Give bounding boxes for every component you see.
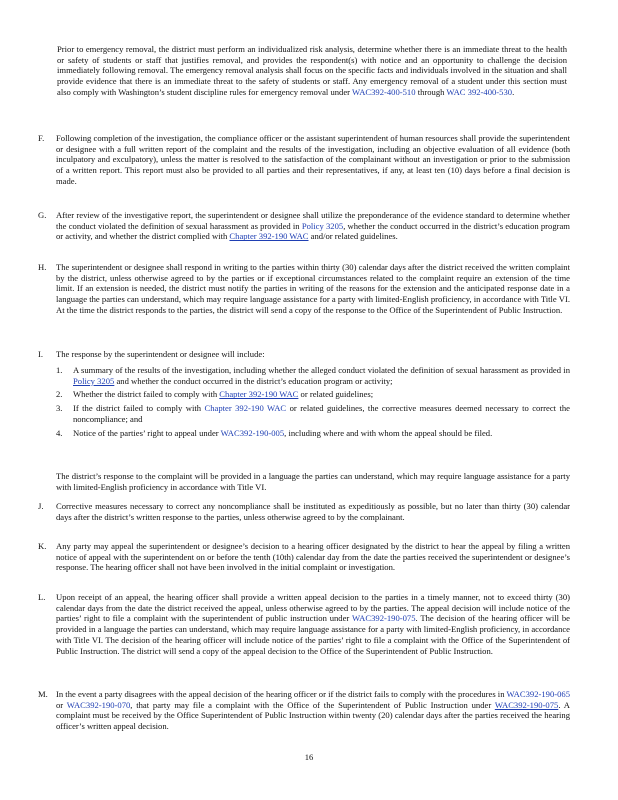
section-text: Corrective measures necessary to correct any noncompliance shall be instituted as expeditiously as possible, but no later than thirty (30) calendar days after the district’s written response to the parties, unless otherwise agreed to by the complainant.: [56, 501, 570, 522]
section-text: Any party may appeal the superintendent or designee’s decision to a hearing officer designated by the district to hear the appeal by filing a written notice of appeal with the superintendent on or before the tenth (10th) calendar day from the date the parties received the superintendent or designee’s response. The hearing officer shall not have been involved in the initial complaint or investigation.: [56, 541, 570, 573]
section-label: H.: [38, 262, 47, 272]
link-wac-392-190-065[interactable]: WAC392-190-065: [506, 689, 570, 699]
link-wac-392-190-075[interactable]: WAC392-190-075: [494, 699, 559, 710]
section-g: [38, 210, 570, 242]
item-number: 1.: [56, 365, 63, 375]
section-text: After review of the investigative report, the superintendent or designee shall utilize the preponderance of the evidence standard to determine whether the conduct violated the definition of sexual harassment as provided in Policy 3205, whether the conduct occurred in the district’s education program or activity, and whether the district complied with Chapter 392-190 WAC and/or related guidelines.: [56, 210, 570, 242]
link-policy-3205[interactable]: Policy 3205: [73, 375, 115, 386]
section-label: I.: [38, 349, 44, 359]
link-chapter-392-190-wac[interactable]: Chapter 392-190 WAC: [229, 231, 309, 242]
section-label: J.: [38, 501, 44, 511]
section-text: Upon receipt of an appeal, the hearing officer shall provide a written appeal decision to the parties in a timely manner, not to exceed thirty (30) calendar days from the date the district received the appeal, unless otherwise agreed to by the parties. The appeal decision will include notice of the parties’ right to file a complaint with the superintendent of public instruction under WAC392-190-075. The decision of the hearing officer will be provided in a language the parties can understand, which may require language assistance for a party with limited-English proficiency, in accordance with Title VI. The decision of the hearing officer will include notice of the parties’ right to file a complaint with the Office of the Superintendent of Public Instruction. The district will send a copy of the appeal decision to the Office of the Superintendent of Public Instruction.: [56, 592, 570, 656]
link-chapter-392-190-wac[interactable]: Chapter 392-190 WAC: [219, 389, 299, 400]
section-label: K.: [38, 541, 47, 551]
link-wac-392-190-070[interactable]: WAC392-190-070: [66, 699, 131, 710]
section-text: In the event a party disagrees with the appeal decision of the hearing officer or if the district fails to comply with the procedures in WAC392-190-065 or WAC392-190-070, that party may file a complaint with the Office of the Superintendent of Public Instruction under WAC392-190-075. A complaint must be received by the Office Superintendent of Public Instruction within twenty (20) calendar days after the parties received the hearing officer’s written appeal decision.: [56, 689, 570, 732]
emergency-removal-paragraph: Prior to emergency removal, the district must perform an individualized risk analysis, determine whether there is an immediate threat to the health or safety of students or staff that justifies removal, and provides the respondent(s) with notice and an opportunity to challenge the decision immediately following removal. The emergency removal analysis shall focus on the specific facts and individuals involved in the situation and shall provide evidence that there is an immediate threat to the safety of students or staff. Any emergency removal of a student under this section must also comply with Washington’s student discipline rules for emergency removal under WAC392-400-510 through WAC 392-400-530.: [57, 44, 567, 97]
section-text: The district’s response to the complaint will be provided in a language the parties can understand, which may require language assistance for a party with limited-English proficiency in accordance with Title VI.: [56, 471, 570, 492]
item-number: 2.: [56, 389, 63, 400]
link-wac-392-400-510[interactable]: WAC392-400-510: [352, 86, 416, 97]
section-m: [38, 689, 570, 732]
section-text: Following completion of the investigation, the compliance officer or the assistant superintendent of human resources shall provide the superintendent or designee with a full written report of the complaint and the results of the investigation, including an objective evaluation of all evidence (both inculpatory and exculpatory), unless the matter is resolved to the satisfaction of the complainant without an investigation or prior to the submission of a written report. This report must also be provided to all parties and their representatives, if any, at least ten (10) days before a final decision is made.: [56, 133, 570, 186]
intro-text-1: Prior to emergency removal, the district must perform an individualized risk analysis, determine whether there is an immediate threat to the health or safety of students or staff that justifies removal, and provides the respondent(s) with notice and an opportunity to challenge the decision immediately following removal. The emergency removal analysis shall focus on the specific facts and individuals involved in the situation and shall provide evidence that there is an immediate threat to the safety of students or staff. Any emergency removal of a student under this section must also comply with Washington’s student discipline rules for emergency removal under: [57, 44, 567, 97]
section-l: [38, 592, 570, 656]
section-k: [38, 541, 570, 573]
section-label: M.: [38, 689, 48, 699]
intro-text-2: through: [417, 86, 447, 97]
link-policy-3205[interactable]: Policy 3205: [301, 220, 344, 231]
list-item: 3. If the district failed to comply with Chapter 392-190 WAC or related guidelines, the corrective measures deemed necessary to correct the noncompliance; and: [56, 403, 570, 424]
section-label: F.: [38, 133, 45, 143]
section-h: [38, 262, 570, 316]
section-j: [38, 501, 570, 522]
link-wac-392-190-075[interactable]: WAC392-190-075: [352, 613, 416, 624]
list-item: 4. Notice of the parties’ right to appeal under WAC392-190-005, including where and with whom the appeal should be filed.: [56, 427, 493, 438]
section-label: L.: [38, 592, 46, 602]
list-item: 1. A summary of the results of the investigation, including whether the alleged conduct violated the definition of sexual harassment as provided in Policy 3205 and whether the conduct occurred in the district’s education program or activity;: [56, 365, 570, 386]
section-i: [38, 349, 570, 360]
section-label: G.: [38, 210, 47, 220]
item-number: 3.: [56, 403, 63, 414]
section-intro: The response by the superintendent or designee will include:: [56, 349, 265, 359]
link-wac-392-400-530[interactable]: WAC 392-400-530: [446, 86, 513, 97]
link-chapter-392-190-wac[interactable]: Chapter 392-190 WAC: [204, 403, 287, 414]
response-items-list: [56, 365, 570, 441]
section-i-closing: [38, 471, 570, 492]
section-text: The superintendent or designee shall respond in writing to the parties within thirty (30) calendar days after the district received the written complaint by the district, unless otherwise agreed to by the parties or if exceptional circumstances related to the complaint require an extension of the time limit. If an extension is needed, the district must notify the parties in writing of the reasons for the extension and the anticipated response date in a language the parties can understand, which may require language assistance for a party with limited-English proficiency, in accordance with Title VI. At the time the district responds to the parties, the district will send a copy of the response to the Office of the Superintendent of Public Instruction.: [56, 262, 570, 315]
page-number: 16: [304, 752, 314, 762]
item-number: 4.: [56, 427, 63, 438]
section-f: [38, 133, 570, 187]
list-item: 2. Whether the district failed to comply with Chapter 392-190 WAC or related guidelines;: [56, 389, 374, 400]
link-wac-392-190-005[interactable]: WAC392-190-005: [220, 427, 285, 438]
